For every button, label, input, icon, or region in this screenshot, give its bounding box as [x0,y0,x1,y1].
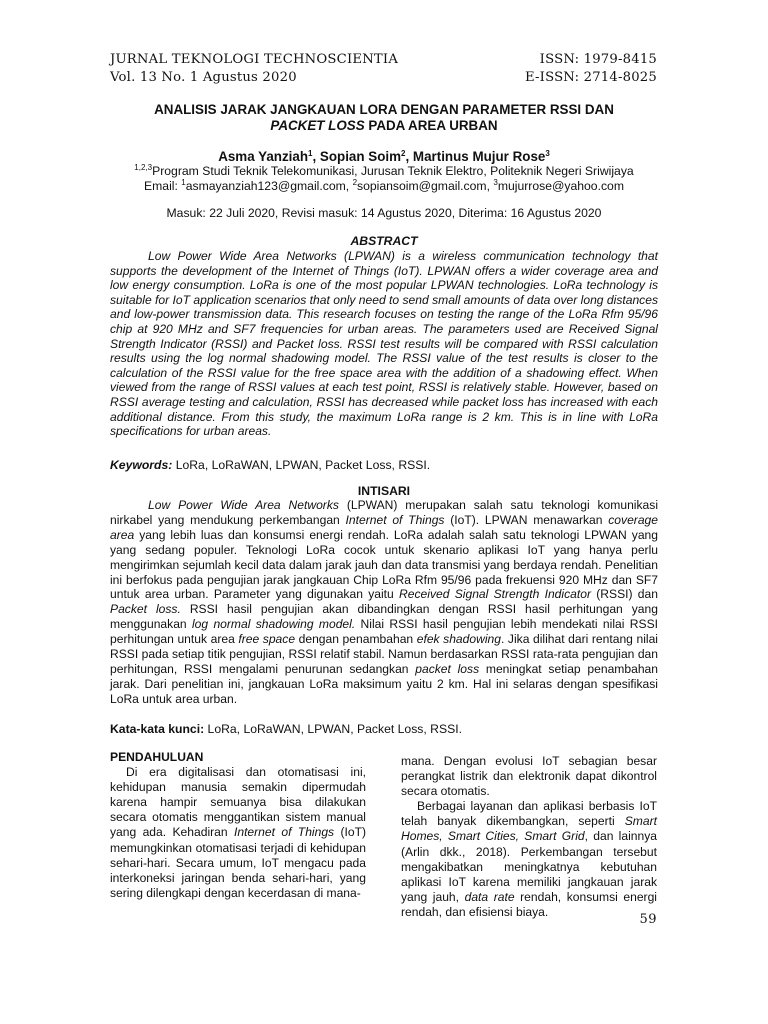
author-list: Asma Yanziah$^1$, Sopian Soim$^2$, Martinus Mujur Rose$^3$ [218,149,550,164]
intisari-span: dengan penambahan [295,632,417,647]
eissn: E-ISSN: 2714-8025 [524,70,657,85]
intisari-span: (IoT). LPWAN menawarkan [444,512,609,527]
intro-span: , dan lainnya (Arlin dkk., 2018). Perkembangan tersebut mengakibatkan meningkatnya kebutuhan aplikasi IoT karena memiliki jangkauan jarak yang jauh, [401,829,657,904]
section-heading-introduction: PENDAHULUAN [110,750,204,764]
email-label: Email: [144,179,182,193]
email-3-sup: 3 [493,178,498,187]
intisari-term-packet-loss-2: packet loss [415,661,480,676]
intisari-text [110,498,658,707]
affiliation-sup: 1,2,3 [134,163,153,172]
keywords-id [110,722,658,736]
email-1[interactable]: asmayanziah123@gmail.com [185,179,346,193]
intro-paragraph-1 [110,765,366,901]
author-3-sup: 3 [545,149,550,158]
journal-header-right [525,51,657,87]
keywords-en-label: Keywords: [110,458,173,472]
intro-span: (IoT) memungkinkan otomatisasi terjadi di kehidupan sehari-hari. Secara umum, IoT mengacu pada interkoneksi jaringan benda sehari-hari, yang sering dilengkapi dengan kecerdasan di mana- [110,825,366,900]
intro-span: rendah, konsumsi energi rendah, dan efisiensi biaya. [401,889,657,919]
submission-dates: Masuk: 22 Juli 2020, Revisi masuk: 14 Agustus 2020, Diterima: 16 Agustus 2020 [166,206,602,220]
email-3[interactable]: mujurrose@yahoo.com [497,179,624,193]
email-1-sup: 1 [181,178,186,187]
intisari-span: Nilai RSSI hasil pengujian lebih mendekati nilai RSSI perhitungan untuk area [110,617,658,647]
intro-term-data-rate: data rate [464,889,515,904]
body-column-left [110,750,366,901]
title-line-2 [110,118,658,134]
email-line: Email: $^1$asmayanziah123@gmail.com, $^2$sopiansoim@gmail.com, $^3$mujurrose@yahoo.com [144,178,624,193]
author-3: Martinus Mujur Rose [412,149,546,164]
intro-paragraph-2 [401,799,657,920]
keywords-en-text: LoRa, LoRaWAN, LPWAN, Packet Loss, RSSI. [172,458,431,472]
intro-span: Berbagai layanan dan aplikasi berbasis IoT telah banyak dikembangkan, seperti [401,799,657,829]
intisari-term-rssi: Received Signal Strength Indicator [399,587,591,602]
body-column-right [401,754,657,920]
author-1: Asma Yanziah [218,149,308,164]
intro-paragraph-1-cont: mana. Dengan evolusi IoT sebagian besar perangkat listrik dan elektronik dapat dikontrol secara otomatis. [401,754,657,799]
intisari-term-free-space: free space [238,632,296,647]
journal-name: JURNAL TEKNOLOGI TECHNOSCIENTIA [110,52,399,67]
author-2-sup: 2 [401,149,406,158]
affiliation-text: Program Studi Teknik Telekomunikasi, Jurusan Teknik Elektro, Politeknik Negeri Sriwijaya [152,164,634,178]
abstract-text: Low Power Wide Area Networks (LPWAN) is a wireless communication technology that supports the development of the Internet of Things (IoT). LPWAN offers a wider coverage area and low energy consumption. LoRa is one of the most popular LPWAN technologies. LoRa technology is suitable for IoT application scenarios that only need to send small amounts of data over long distances and low-power transmission data. This research focuses on testing the range of the LoRa Rfm 95/96 chip at 920 MHz and SF7 frequencies for urban areas. The parameters used are Received Signal Strength Indicator (RSSI) and Packet loss. RSSI test results will be compared with RSSI calculation results using the log normal shadowing model. The RSSI value of the test results is closer to the calculation of the RSSI value for the free space area with the addition of a shadowing effect. When viewed from the range of RSSI values at each test point, RSSI is relatively stable. However, based on RSSI average testing and calculation, RSSI has decreased while packet loss has increased with each additional distance. From this study, the maximum LoRa range is 2 km. This is in line with LoRa specifications for urban areas. [110,249,658,439]
page-number: 59 [639,912,657,927]
intisari-span: (LPWAN) merupakan salah satu teknologi komunikasi nirkabel yang mendukung perkembangan [110,498,659,527]
abstract-heading: ABSTRACT [350,234,418,248]
intro-term-smart: Smart Homes, Smart Cities, Smart Grid [401,814,657,844]
intisari-span: . Jika dilihat dari rentang nilai RSSI pada setiap titik pengujian, RSSI relatif stabil. Namun berdasarkan RSSI rata-rata pengujian dan perhitungan, RSSI mengalami penurunan sedangkan [110,632,658,676]
affiliation-block [110,164,658,194]
keywords-id-text: LoRa, LoRaWAN, LPWAN, Packet Loss, RSSI. [204,722,462,736]
intisari-term-log-normal: log normal shadowing model. [191,617,356,632]
email-2-sup: 2 [352,178,358,187]
keywords-en [110,458,658,472]
issn: ISSN: 1979-8415 [539,52,657,67]
intisari-term-packet-loss: Packet loss. [110,602,181,617]
intisari-term-lpwan: Low Power Wide Area Networks [148,498,339,512]
author-2: Sopian Soim [319,149,402,164]
abstract-body [110,249,658,439]
journal-volume: Vol. 13 No. 1 Agustus 2020 [110,70,297,85]
intisari-term-iot: Internet of Things [345,512,445,527]
keywords-id-label: Kata-kata kunci: [110,722,205,736]
email-2[interactable]: sopiansoim@gmail.com [357,179,487,193]
intisari-span: meningkat setiap penambahan jarak. Dari penelitian ini, jangkauan LoRa maksimum yaitu 2 km. Hal ini selaras dengan spesifikasi LoRa untuk area urban. [110,661,658,706]
title-line-2-rest: PADA AREA URBAN [364,118,498,133]
affiliation [110,164,658,179]
paper-title [110,102,658,134]
intisari-term-shadowing: efek shadowing [416,632,501,647]
intro-term-iot: Internet of Things [233,825,335,840]
title-line-1: ANALISIS JARAK JANGKAUAN LORA DENGAN PARAMETER RSSI DAN [154,102,614,117]
intro-span: Di era digitalisasi dan otomatisasi ini, kehidupan manusia semakin dipermudah karena hampir semuanya bisa dilakukan secara otomatis menggantikan sistem manual yang ada. Kehadiran [110,765,366,840]
intisari-term-coverage: coverage area [110,512,659,542]
intisari-span: (RSSI) dan [590,587,658,602]
intisari-body [110,498,658,707]
journal-header-left [110,51,398,87]
author-1-sup: 1 [308,149,313,158]
intisari-span: RSSI hasil pengujian akan dibandingkan dengan RSSI hasil perhitungan yang menggunakan [110,602,658,632]
intisari-heading: INTISARI [357,484,411,498]
title-italic-term: PACKET LOSS [270,118,365,133]
intisari-span: yang lebih luas dan konsumsi energi rendah. LoRa adalah salah satu teknologi LPWAN yang yang sedang populer. Teknologi LoRa cocok untuk skenario aplikasi IoT yang hanya perlu mengirimkan sejumlah kecil data dalam jarak jauh dan data transmisi yang berdaya rendah. Penelitian ini berfokus pada pengujian jarak jangkauan Chip LoRa Rfm 95/96 pada frekuensi 920 MHz dan SF7 untuk area urban. Parameter yang digunakan yaitu [110,527,658,602]
